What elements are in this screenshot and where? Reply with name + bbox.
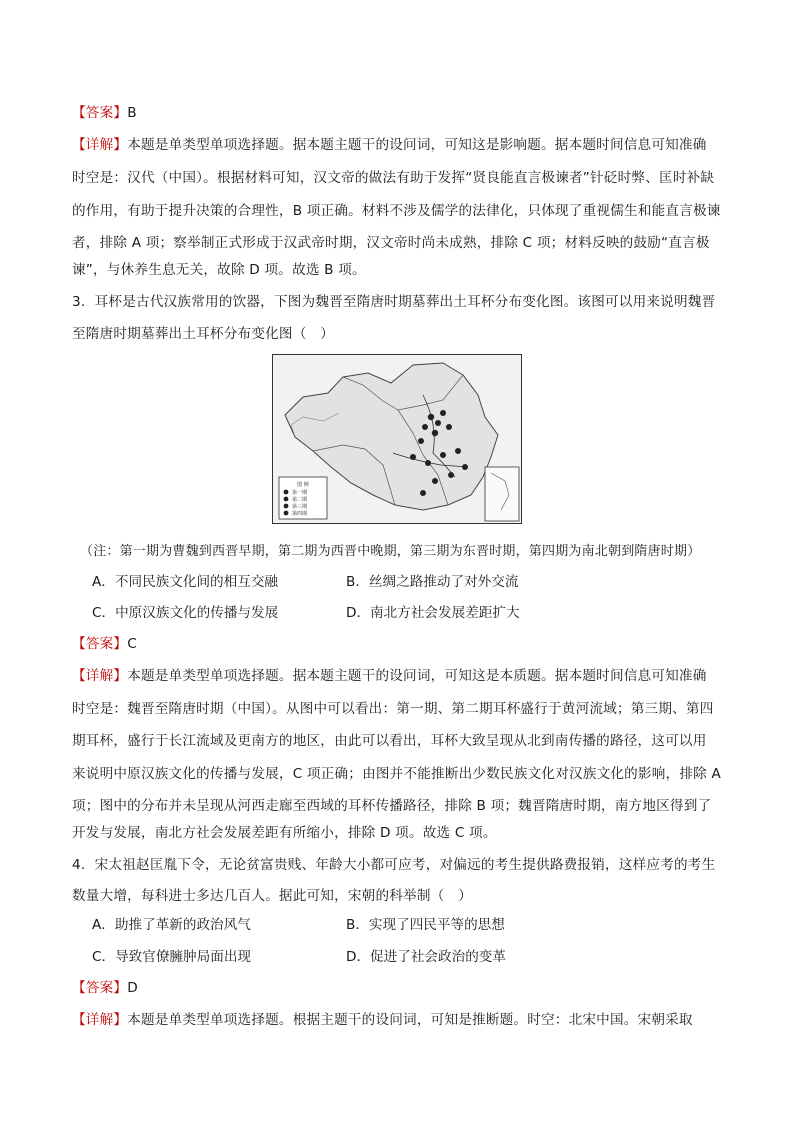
detail-line: 期耳杯，盛行于长江流域及更南方的地区，由此可以看出，耳杯大致呈现从北到南传播的路径，这可以用 xyxy=(72,733,707,749)
ear-cup-distribution-map xyxy=(272,354,522,524)
question-stem: 至隋唐时期墓葬出土耳杯分布变化图（ ） xyxy=(72,326,335,342)
answer-line-q2 xyxy=(72,101,732,121)
option-d[interactable]: D．促进了社会政治的变革 xyxy=(346,949,506,965)
legend-item: 第三期 xyxy=(292,504,308,510)
option-b[interactable]: B．实现了四民平等的思想 xyxy=(346,917,505,933)
detail-line: 谏”，与休养生息无关，故除 D 项。故选 B 项。 xyxy=(72,262,366,278)
answer-tag: 【答案】 xyxy=(72,105,128,121)
question-note: （注：第一期为曹魏到西晋早期，第二期为西晋中晚期，第三期为东晋时期，第四期为南北朝到隋唐时期） xyxy=(80,544,701,559)
detail-line: 时空是：汉代（中国）。根据材料可知，汉文帝的做法有助于发挥“贤良能直言极谏者”针砭时弊、匡时补缺 xyxy=(72,170,715,186)
detail-line: 者，排除 A 项；察举制正式形成于汉武帝时期，汉文帝时尚未成熟，排除 C 项；材料反映的鼓励“直言极 xyxy=(72,235,710,251)
answer-line-q3 xyxy=(72,632,732,652)
detail-tag: 【详解】 xyxy=(72,1012,128,1028)
detail-line: 开发与发展，南北方社会发展差距有所缩小，排除 D 项。故选 C 项。 xyxy=(72,825,497,841)
detail-tag: 【详解】 xyxy=(72,137,128,153)
option-d[interactable]: D．南北方社会发展差距扩大 xyxy=(346,605,520,621)
option-b[interactable]: B．丝绸之路推动了对外交流 xyxy=(346,574,519,590)
option-a[interactable]: A．不同民族文化间的相互交融 xyxy=(92,574,279,590)
option-c[interactable]: C．导致官僚臃肿局面出现 xyxy=(92,949,252,965)
detail-line: 项；图中的分布并未呈现从河西走廊至西域的耳杯传播路径，排除 B 项；魏晋隋唐时期，南方地区得到了 xyxy=(72,798,712,814)
legend-item: 第二期 xyxy=(292,497,308,503)
detail-line: 时空是：魏晋至隋唐时期（中国）。从图中可以看出：第一期、第二期耳杯盛行于黄河流域；第三期、第四 xyxy=(72,701,714,717)
option-c[interactable]: C．中原汉族文化的传播与发展 xyxy=(92,605,279,621)
legend-item: 第一期 xyxy=(292,490,308,496)
detail-line: 的作用，有助于提升决策的合理性，B 项正确。材料不涉及儒学的法律化，只体现了重视儒生和能直言极谏 xyxy=(72,203,721,219)
detail-line: 【详解】本题是单类型单项选择题。据本题主题干的设问词，可知这是本质题。据本题时间信息可知准确 xyxy=(72,668,707,684)
detail-line: 来说明中原汉族文化的传播与发展，C 项正确；由图并不能推断出少数民族文化对汉族文化的影响，排除 A xyxy=(72,766,721,782)
legend-title: 图 例 xyxy=(297,482,309,488)
answer-tag: 【答案】 xyxy=(72,636,128,652)
option-a[interactable]: A．助推了革新的政治风气 xyxy=(92,917,251,933)
answer-line-q4 xyxy=(72,976,732,996)
legend-item: 第四期 xyxy=(292,511,308,517)
detail-tag: 【详解】 xyxy=(72,668,128,684)
map-image xyxy=(273,355,521,523)
detail-line: 【详解】本题是单类型单项选择题。根据主题干的设问词，可知是推断题。时空：北宋中国。宋朝采取 xyxy=(72,1012,693,1028)
question-stem: 数量大增，每科进士多达几百人。据此可知，宋朝的科举制（ ） xyxy=(72,888,473,904)
answer-value: D xyxy=(127,980,138,996)
answer-tag: 【答案】 xyxy=(72,980,128,996)
answer-value: C xyxy=(127,636,137,652)
answer-value: B xyxy=(127,105,137,121)
question-stem: 4．宋太祖赵匡胤下令，无论贫富贵贱、年龄大小都可应考，对偏远的考生提供路费报销，这样应考的考生 xyxy=(72,857,716,873)
detail-line: 【详解】本题是单类型单项选择题。据本题主题干的设问词，可知这是影响题。据本题时间信息可知准确 xyxy=(72,137,707,153)
question-stem: 3．耳杯是古代汉族常用的饮器，下图为魏晋至隋唐时期墓葬出土耳杯分布变化图。该图可以用来说明魏晋 xyxy=(72,294,716,310)
